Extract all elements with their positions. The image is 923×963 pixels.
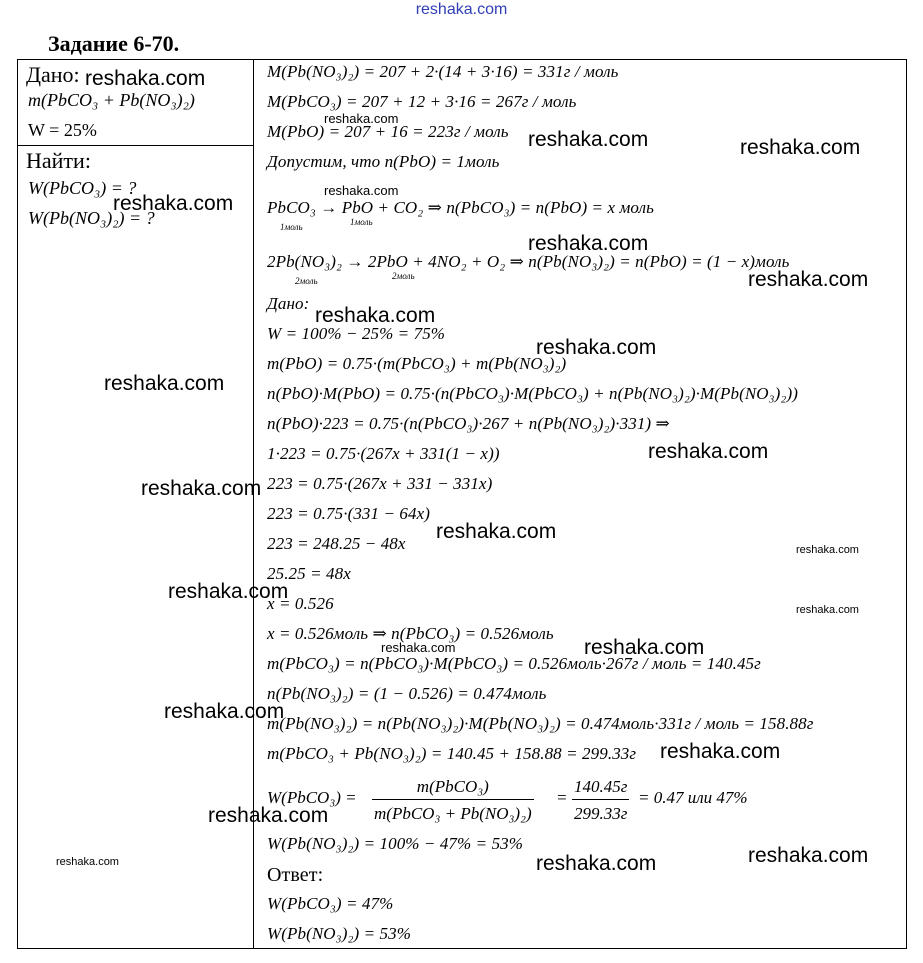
fraction-lhs: W(PbCO₃) = — [267, 788, 357, 807]
solution-line: m(Pb(NO₃)₂) = n(Pb(NO₃)₂)·M(Pb(NO₃)₂) = 0.474моль·331г / моль = 158.88г — [267, 714, 814, 733]
reaction-coefficient-label: 1моль — [350, 217, 373, 227]
watermark: reshaka.com — [536, 336, 657, 359]
watermark: reshaka.com — [528, 232, 649, 255]
solution-line: m(PbO) = 0.75·(m(PbCO₃) + m(Pb(NO₃)₂) — [267, 354, 567, 373]
find-line: W(PbCO₃) = ? — [28, 178, 137, 198]
watermark: reshaka.com — [796, 604, 859, 616]
reaction-coefficient-label: 2моль — [392, 271, 415, 281]
watermark: reshaka.com — [584, 636, 705, 659]
watermark: reshaka.com — [748, 268, 869, 291]
solution-line: n(PbO)·M(PbO) = 0.75·(n(PbCO₃)·M(PbCO₃) + n(Pb(NO₃)₂)·M(Pb(NO₃)₂)) — [267, 384, 798, 403]
reaction-line: 2Pb(NO₃)₂ → 2PbO + 4NO₂ + O₂ ⇒ n(Pb(NO₃)₂) = n(PbO) = (1 − x)моль — [267, 252, 790, 271]
watermark: reshaka.com — [168, 580, 289, 603]
fraction-values — [572, 777, 629, 824]
find-label: Найти: — [26, 148, 91, 173]
solution-line: W(Pb(NO₃)₂) = 100% − 47% = 53% — [267, 834, 524, 853]
solution-line: 223 = 248.25 − 48x — [267, 534, 406, 553]
reaction-line: PbCO₃ → PbO + CO₂ ⇒ n(PbCO₃) = n(PbO) = x моль — [267, 198, 654, 217]
solution-line: x = 0.526 — [267, 594, 334, 613]
watermark: reshaka.com — [740, 136, 861, 159]
solution-line: n(Pb(NO₃)₂) = (1 − 0.526) = 0.474моль — [267, 684, 547, 703]
reaction-coefficient-label: 1моль — [280, 222, 303, 232]
fraction-mass-ratio — [372, 777, 534, 824]
watermark: reshaka.com — [164, 700, 285, 723]
solution-line: W = 100% − 25% = 75% — [267, 324, 446, 343]
fraction-denominator: 299.33г — [572, 799, 629, 824]
fraction-numerator: 140.45г — [574, 777, 628, 796]
solution-line: 223 = 0.75·(331 − 64x) — [267, 504, 431, 523]
solution-line: M(PbCO₃) = 207 + 12 + 3·16 = 267г / моль — [267, 92, 577, 111]
solution-line: m(PbCO₃ + Pb(NO₃)₂) = 140.45 + 158.88 = 299.33г — [267, 744, 637, 763]
solution-line: M(Pb(NO₃)₂) = 207 + 2·(14 + 3·16) = 331г / моль — [267, 62, 619, 81]
answer-label: Ответ: — [267, 864, 324, 886]
solution-line: m(PbCO₃) = n(PbCO₃)·M(PbCO₃) = 0.526моль·267г / моль = 140.45г — [267, 654, 761, 673]
task-title: Задание 6-70. — [48, 31, 180, 56]
watermark: reshaka.com — [796, 544, 859, 556]
watermark: reshaka.com — [660, 740, 781, 763]
solution-line: n(PbO)·223 = 0.75·(n(PbCO₃)·267 + n(Pb(NO₃)₂)·331) ⇒ — [267, 414, 670, 433]
watermark: reshaka.com — [324, 111, 399, 126]
watermark: reshaka.com — [104, 372, 225, 395]
watermark: reshaka.com — [748, 844, 869, 867]
watermark: reshaka.com — [315, 304, 436, 327]
reaction-coefficient-label: 2моль — [295, 276, 318, 286]
answer-line: W(Pb(NO₃)₂) = 53% — [267, 924, 411, 943]
site-header-link[interactable]: reshaka.com — [415, 1, 508, 18]
fraction-denominator: m(PbCO₃ + Pb(NO₃)₂) — [372, 799, 534, 824]
given-line: W = 25% — [28, 120, 97, 140]
solution-line: 223 = 0.75·(267x + 331 − 331x) — [267, 474, 493, 493]
watermark: reshaka.com — [324, 183, 399, 198]
given-label: Дано: — [26, 62, 80, 87]
watermark: reshaka.com — [141, 477, 262, 500]
given-find-divider — [17, 145, 254, 146]
watermark: reshaka.com — [208, 804, 329, 827]
watermark: reshaka.com — [648, 440, 769, 463]
watermark: reshaka.com — [536, 852, 657, 875]
given-line: m(PbCO₃ + Pb(NO₃)₂) — [28, 90, 195, 110]
solution-line: 1·223 = 0.75·(267x + 331(1 − x)) — [267, 444, 500, 463]
fraction-result: = 0.47 или 47% — [638, 788, 748, 807]
answer-line: W(PbCO₃) = 47% — [267, 894, 394, 913]
solution-subheading: Дано: — [267, 294, 310, 313]
fraction-equals: = — [556, 788, 568, 807]
solution-line: x = 0.526моль ⇒ n(PbCO₃) = 0.526моль — [267, 624, 554, 643]
solution-line: 25.25 = 48x — [267, 564, 351, 583]
fraction-numerator: m(PbCO₃) — [416, 777, 489, 796]
watermark: reshaka.com — [56, 856, 119, 868]
watermark: reshaka.com — [528, 128, 649, 151]
solution-line: Допустим, что n(PbO) = 1моль — [267, 152, 500, 171]
watermark: reshaka.com — [436, 520, 557, 543]
watermark: reshaka.com — [85, 67, 206, 90]
watermark: reshaka.com — [381, 640, 456, 655]
find-line: W(Pb(NO₃)₂) = ? — [28, 208, 155, 228]
solution-line: M(PbO) = 207 + 16 = 223г / моль — [267, 122, 509, 141]
watermark: reshaka.com — [113, 192, 234, 215]
